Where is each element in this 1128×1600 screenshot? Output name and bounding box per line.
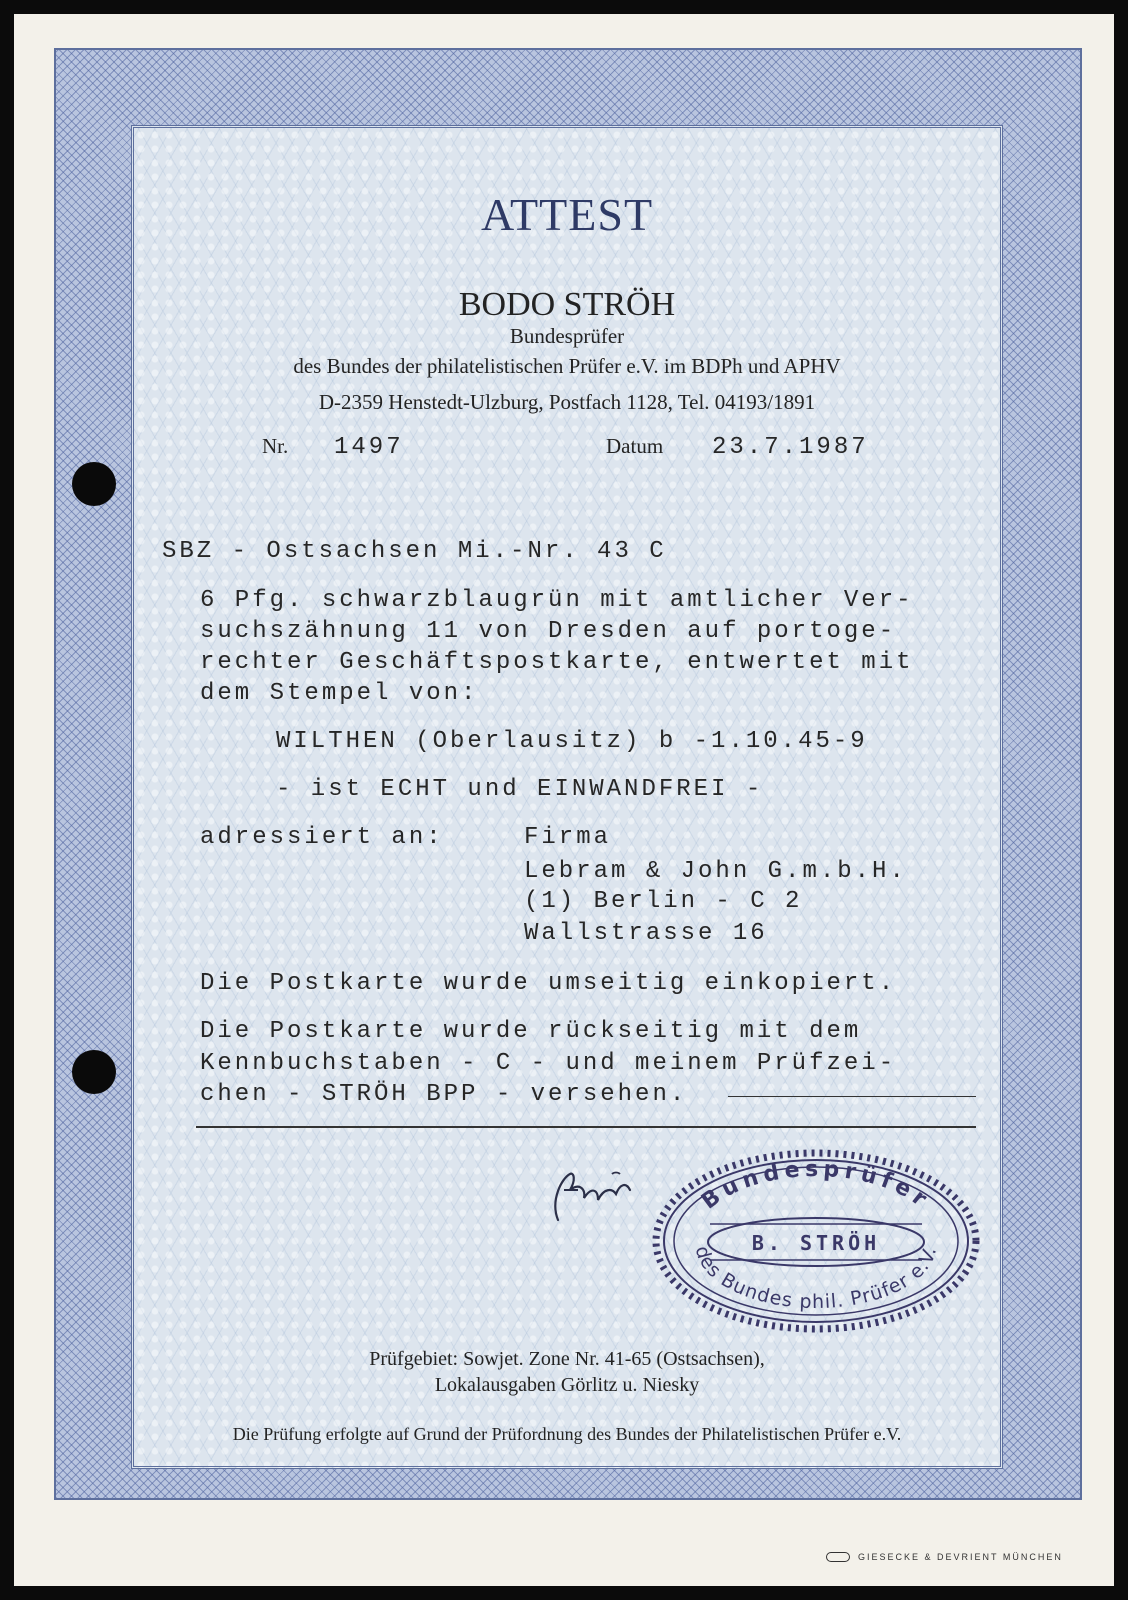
nr-label: Nr. [262,434,289,458]
punch-hole-bottom [72,1050,116,1094]
closing-line: chen - STRÖH BPP - versehen. [200,1081,688,1108]
address-label: adressiert an: [200,824,444,851]
datum-value: 23.7.1987 [712,434,869,461]
description-line: suchszähnung 11 von Dresden auf portoge- [200,618,897,645]
stamp-top-text: Bundesprüfer [697,1156,936,1215]
examiner-name: BODO STRÖH [458,286,676,323]
association-line: des Bundes der philatelistischen Prüfer e.V. im BDPh und APHV [293,354,841,378]
closing-dash-rule [728,1096,976,1097]
scope-line: Lokalausgaben Görlitz u. Niesky [434,1374,700,1396]
handwritten-signature [540,1160,640,1230]
printer-logo-icon [826,1552,850,1562]
printer-imprint: GIESECKE & DEVRIENT MÜNCHEN [858,1552,1063,1562]
datum-label: Datum [606,434,664,458]
certificate-title: ATTEST [480,189,654,240]
address-line: Wallstrasse 16 [524,920,768,947]
legal-note: Die Prüfung erfolgte auf Grund der Prüfordnung des Bundes der Philatelistischen Prüfer e.V. [232,1424,902,1444]
verdict-line: - ist ECHT und EINWANDFREI - [276,776,764,803]
stamp-bottom-text: des Bundes phil. Prüfer e.V. [690,1243,942,1314]
description-line: dem Stempel von: [200,680,479,707]
address-line: Lebram & John G.m.b.H. [524,858,907,885]
examiner-stamp [650,1146,982,1336]
address-line: Firma [524,824,612,851]
postmark-line: WILTHEN (Oberlausitz) b -1.10.45-9 [276,728,868,755]
address-line: D-2359 Henstedt-Ulzburg, Postfach 1128, Tel. 04193/1891 [318,390,816,414]
signature-divider [196,1126,976,1128]
punch-hole-top [72,462,116,506]
stamp-center-text: B. STRÖH [751,1231,881,1255]
description-line: rechter Geschäftspostkarte, entwertet mit [200,649,914,676]
closing-line: Die Postkarte wurde rückseitig mit dem [200,1018,862,1045]
nr-value: 1497 [334,434,404,461]
description-line: 6 Pfg. schwarzblaugrün mit amtlicher Ver- [200,587,914,614]
examiner-role: Bundesprüfer [509,324,625,348]
scope-line: Prüfgebiet: Sowjet. Zone Nr. 41-65 (Ostsachsen), [369,1348,765,1370]
copy-note: Die Postkarte wurde umseitig einkopiert. [200,970,897,997]
address-line: (1) Berlin - C 2 [524,888,803,915]
subject-line: SBZ - Ostsachsen Mi.-Nr. 43 C [162,538,667,565]
closing-line: Kennbuchstaben - C - und meinem Prüfzei- [200,1050,897,1077]
